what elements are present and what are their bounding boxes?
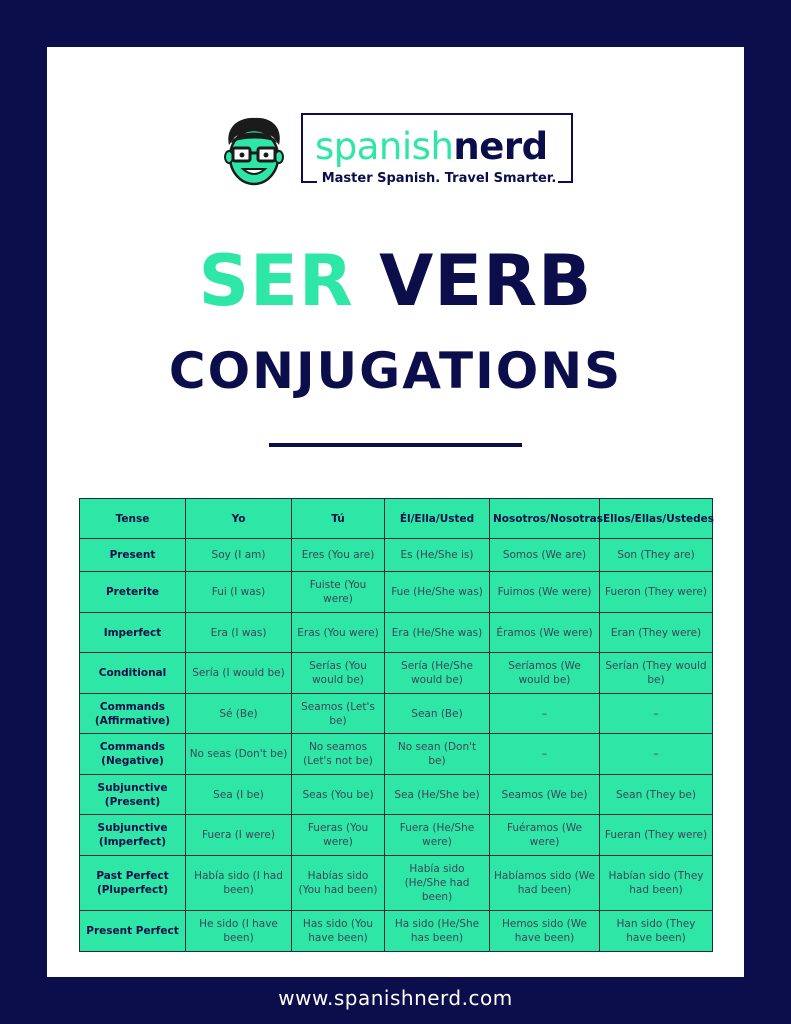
logo-wordmark <box>315 127 548 167</box>
header-cell: Yo <box>186 499 292 539</box>
table-cell: Fueron (They were) <box>600 572 713 613</box>
table-cell: Sean (Be) <box>385 694 490 734</box>
table-cell: Serías (You would be) <box>292 653 385 694</box>
table-cell: Fue (He/She was) <box>385 572 490 613</box>
table-cell: Seríamos (We would be) <box>490 653 600 694</box>
conjugation-table <box>79 498 713 952</box>
table-header-row <box>80 499 713 539</box>
table-cell: Eras (You were) <box>292 613 385 653</box>
nerd-face-icon <box>221 115 287 187</box>
header-cell: Él/Ella/Usted <box>385 499 490 539</box>
tense-cell: Present <box>80 539 186 572</box>
table-cell: Sean (They be) <box>600 775 713 815</box>
logo-word-part1: spanish <box>315 125 454 168</box>
table-row <box>80 653 713 694</box>
table-row <box>80 539 713 572</box>
table-cell: Fueras (You were) <box>292 815 385 856</box>
table-cell: Seas (You be) <box>292 775 385 815</box>
table-cell: Fuimos (We were) <box>490 572 600 613</box>
title-part1: SER <box>198 240 354 322</box>
table-cell: Sé (Be) <box>186 694 292 734</box>
table-cell: Habían sido (They had been) <box>600 856 713 911</box>
table-row <box>80 694 713 734</box>
logo-word-part2: nerd <box>453 125 548 168</box>
table-row <box>80 856 713 911</box>
table-row <box>80 572 713 613</box>
table-row <box>80 815 713 856</box>
table-cell: Eran (They were) <box>600 613 713 653</box>
table-cell: Fuera (I were) <box>186 815 292 856</box>
header-cell: Ellos/Ellas/Ustedes <box>600 499 713 539</box>
table-cell: Habías sido (You had been) <box>292 856 385 911</box>
logo-tagline: Master Spanish. Travel Smarter. <box>321 171 557 186</box>
tense-cell: Preterite <box>80 572 186 613</box>
table-cell: Sea (I be) <box>186 775 292 815</box>
logo-frame-bottom-left <box>301 181 317 183</box>
table-cell: – <box>600 734 713 775</box>
table-cell: Son (They are) <box>600 539 713 572</box>
table-row <box>80 734 713 775</box>
table-cell: Fuéramos (We were) <box>490 815 600 856</box>
table-cell: Sería (I would be) <box>186 653 292 694</box>
table-cell: Ha sido (He/She has been) <box>385 911 490 952</box>
logo-frame-bottom-right <box>558 181 573 183</box>
tense-cell: Present Perfect <box>80 911 186 952</box>
tense-cell: Subjunctive (Imperfect) <box>80 815 186 856</box>
table-cell: Has sido (You have been) <box>292 911 385 952</box>
tense-cell: Commands (Negative) <box>80 734 186 775</box>
table-cell: No sean (Don't be) <box>385 734 490 775</box>
table-cell: – <box>490 694 600 734</box>
table-cell: Seamos (We be) <box>490 775 600 815</box>
table-cell: – <box>490 734 600 775</box>
table-cell: – <box>600 694 713 734</box>
table-row <box>80 613 713 653</box>
worksheet-page <box>47 47 744 977</box>
table-cell: Era (He/She was) <box>385 613 490 653</box>
table-cell: Sería (He/She would be) <box>385 653 490 694</box>
table-cell: Fuiste (You were) <box>292 572 385 613</box>
table-cell: Seamos (Let's be) <box>292 694 385 734</box>
table-cell: Sea (He/She be) <box>385 775 490 815</box>
table-cell: Serían (They would be) <box>600 653 713 694</box>
table-cell: Soy (I am) <box>186 539 292 572</box>
table-cell: Había sido (He/She had been) <box>385 856 490 911</box>
tense-cell: Imperfect <box>80 613 186 653</box>
header-cell: Nosotros/Nosotras <box>490 499 600 539</box>
title-divider <box>269 443 522 447</box>
table-cell: Era (I was) <box>186 613 292 653</box>
table-cell: Éramos (We were) <box>490 613 600 653</box>
table-cell: Es (He/She is) <box>385 539 490 572</box>
header-cell: Tense <box>80 499 186 539</box>
header-cell: Tú <box>292 499 385 539</box>
table-cell: Han sido (They have been) <box>600 911 713 952</box>
tense-cell: Commands (Affirmative) <box>80 694 186 734</box>
table-cell: Hemos sido (We have been) <box>490 911 600 952</box>
table-cell: Fueran (They were) <box>600 815 713 856</box>
table-cell: Fui (I was) <box>186 572 292 613</box>
page-subtitle: CONJUGATIONS <box>168 342 623 400</box>
table-cell: Eres (You are) <box>292 539 385 572</box>
table-cell: Habíamos sido (We had been) <box>490 856 600 911</box>
table-row <box>80 911 713 952</box>
page-title <box>47 239 744 323</box>
table-cell: Fuera (He/She were) <box>385 815 490 856</box>
table-cell: He sido (I have been) <box>186 911 292 952</box>
title-part2: VERB <box>379 240 593 322</box>
footer-website-url: www.spanishnerd.com <box>278 986 513 1010</box>
table-cell: Somos (We are) <box>490 539 600 572</box>
tense-cell: Past Perfect (Pluperfect) <box>80 856 186 911</box>
tense-cell: Subjunctive (Present) <box>80 775 186 815</box>
table-row <box>80 775 713 815</box>
table-cell: No seamos (Let's not be) <box>292 734 385 775</box>
tense-cell: Conditional <box>80 653 186 694</box>
table-cell: No seas (Don't be) <box>186 734 292 775</box>
table-cell: Había sido (I had been) <box>186 856 292 911</box>
